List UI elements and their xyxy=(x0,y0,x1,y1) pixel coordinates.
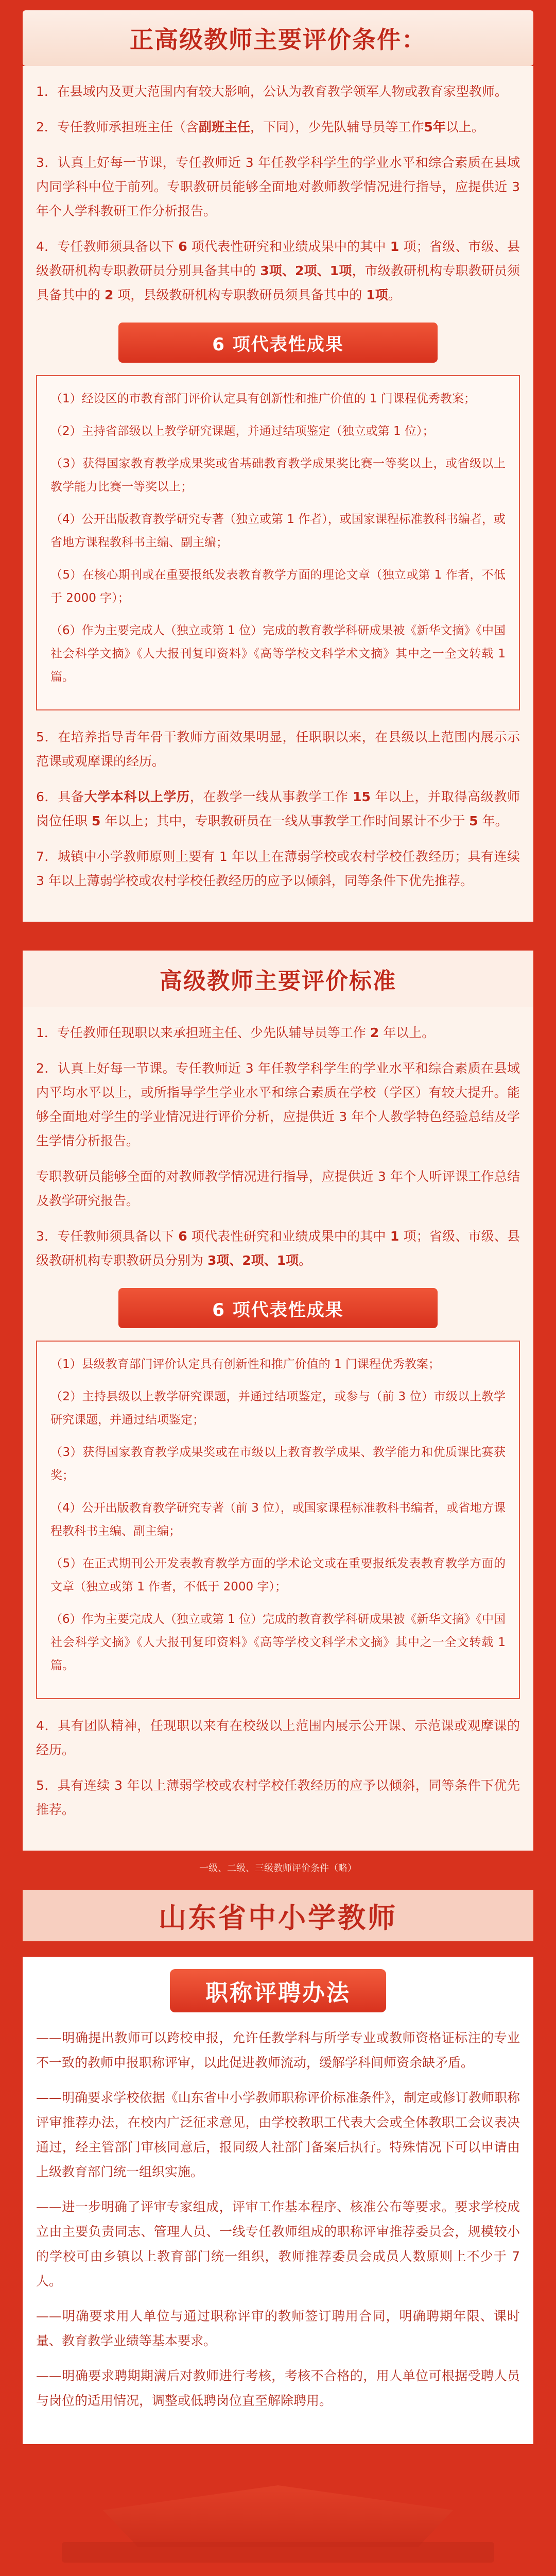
paragraph xyxy=(36,234,520,307)
text: ，下同），少先队辅导员等工作 xyxy=(250,120,424,134)
text: 。 xyxy=(388,287,401,302)
bold-text: 3项、2项、1项 xyxy=(260,263,352,278)
text: 年。 xyxy=(482,814,508,828)
list-item: （5）在核心期刊或在重要报纸发表教育教学方面的理论文章（独立或第 1 作者，不低于 2000 字）； xyxy=(50,568,506,605)
achievement-list xyxy=(36,1341,520,1699)
list-item: （2）主持省部级以上教学研究课题，并通过结项鉴定（独立或第 1 位）； xyxy=(50,425,435,438)
bold-text: 15 xyxy=(353,789,371,804)
section-title-banner xyxy=(23,10,533,66)
paragraph: 专职教研员能够全面的对教师教学情况进行指导，应提供近 3 年个人听评课工作总结及教学研究报告。 xyxy=(36,1169,520,1208)
section-title: 高级教师主要评价标准 xyxy=(160,968,396,994)
list-item: （5）在正式期刊公开发表教育教学方面的学术论文或在重要报纸发表教育教学方面的文章（独立或第 1 作者，不低于 2000 字）； xyxy=(50,1557,506,1594)
text: 项，县级教研机构专职教研员须具备其中的 xyxy=(117,287,362,302)
list-item: （6）作为主要完成人（独立或第 1 位）完成的教育教学科研成果被《新华文摘》《中国社会科学文摘》《人大报刊复印资料》《高等学校文科学术文摘》其中之一全文转载 1 篇。 xyxy=(50,1613,506,1672)
achievement-list xyxy=(36,375,520,710)
paragraph: ——进一步明确了评审专家组成，评审工作基本程序、核准公布等要求。要求学校成立由主要负责同志、管理人员、一线专任教师组成的职称评审推荐委员会，规模较小的学校可由乡镇以上教育部门统一组织，教师推荐委员会成员人数原则上不少于 7 人。 xyxy=(36,2199,520,2289)
sub-title-banner xyxy=(118,1288,438,1328)
paragraph: ——明确要求学校依据《山东省中小学教师职称评价标准条件》，制定或修订教师职称评审推荐办法，在校内广泛征求意见，由学校教职工代表大会或全体教职工会议表决通过，经主管部门审核同意后，报同级人社部门备案后执行。特殊情况下可以申请由上级教育部门统一组织实施。 xyxy=(36,2090,520,2179)
decorative-building xyxy=(0,2465,556,2576)
section-title-banner xyxy=(23,951,533,1007)
text: 项代表性研究和业绩成果中的其中 xyxy=(191,1229,386,1244)
paragraph: ——明确提出教师可以跨校申报，允许任教学科与所学专业或教师资格证标注的专业不一致的教师申报职称评审，以此促进教师流动，缓解学科间师资余缺矛盾。 xyxy=(36,2030,520,2070)
paragraph: 1．在县域内及更大范围内有较大影响，公认为教育教学领军人物或教育家型教师。 xyxy=(36,84,508,99)
paragraph xyxy=(36,1021,520,1045)
paragraph xyxy=(36,1224,520,1273)
text: 年以上；其中，专职教研员在一线从事教学工作时间累计不少于 xyxy=(105,814,465,828)
bold-text: 3项、2项、1项 xyxy=(207,1253,299,1268)
bold-text: 5 xyxy=(469,814,478,828)
list-item: （6）作为主要完成人（独立或第 1 位）完成的教育教学科研成果被《新华文摘》《中国社会科学文摘》《人大报刊复印资料》《高等学校文科学术文摘》其中之一全文转载 1 篇。 xyxy=(50,624,506,684)
paragraph: 3．认真上好每一节课，专任教师近 3 年任教学科学生的学业水平和综合素质在县域内同学科中位于前列。专职教研员能够全面地对教师教学情况进行指导，应提供近 3 年个人学科教研工作分析报告。 xyxy=(36,155,520,218)
list-item: （3）获得国家教育教学成果奖或省基础教育教学成果奖比赛一等奖以上，或省级以上教学能力比赛一等奖以上； xyxy=(50,457,506,494)
sub-title-banner xyxy=(170,1969,386,2012)
bold-text: 2 xyxy=(104,287,114,302)
list-item: （1）经设区的市教育部门评价认定具有创新性和推广价值的 1 门课程优秀教案； xyxy=(50,392,476,405)
bold-text: 1 xyxy=(390,1229,399,1244)
text: 1．专任教师任现职以来承担班主任、少先队辅导员等工作 xyxy=(36,1025,366,1040)
paragraph: 4．具有团队精神，任现职以来有在校级以上范围内展示公开课、示范课或观摩课的经历。 xyxy=(36,1718,520,1757)
text: 2．专任教师承担班主任（含 xyxy=(36,120,199,134)
bold-text: 1 xyxy=(390,239,399,254)
bold-text: 1项 xyxy=(366,287,388,302)
caption: 一级、二级、三级教师评价条件（略） xyxy=(199,1863,357,1874)
sub-title: 6 项代表性成果 xyxy=(212,1299,344,1320)
bold-text: 2 xyxy=(370,1025,379,1040)
list-item: （1）县级教育部门评价认定具有创新性和推广价值的 1 门课程优秀教案； xyxy=(50,1358,440,1371)
text: 以上。 xyxy=(445,120,484,134)
page-title-band xyxy=(23,1890,533,1941)
section-card xyxy=(23,1007,533,1851)
text: 6．具备 xyxy=(36,789,84,804)
section-card xyxy=(23,66,533,922)
text: ，市级教研机构专职教研员须具备其中的 xyxy=(36,263,520,302)
bold-text: 大学本科以上学历 xyxy=(84,789,190,804)
bold-text: 副班主任 xyxy=(198,120,250,134)
sub-title: 职称评聘办法 xyxy=(205,1980,351,2006)
list-item: （4）公开出版教育教学研究专著（独立或第 1 作者），或国家课程标准教科书编者，或省地方课程教科书主编、副主编； xyxy=(50,513,506,549)
paragraph: ——明确要求用人单位与通过职称评审的教师签订聘用合同，明确聘期年限、课时量、教育教学业绩等基本要求。 xyxy=(36,2309,520,2348)
list-item: （2）主持县级以上教学研究课题，并通过结项鉴定，或参与（前 3 位）市级以上教学研究课题，并通过结项鉴定； xyxy=(50,1390,506,1427)
text: 年以上，并取得高级教师岗位任职 xyxy=(36,789,520,828)
section-title: 正高级教师主要评价条件： xyxy=(130,26,426,54)
section-card xyxy=(23,1957,533,2444)
paragraph: ——明确要求聘期期满后对教师进行考核，考核不合格的，用人单位可根据受聘人员与岗位的适用情况，调整或低聘岗位直至解除聘用。 xyxy=(36,2368,520,2408)
text: 3．专任教师须具备以下 xyxy=(36,1229,175,1244)
text: 项；省级、市级、县级教研机构专职教研员分别为 xyxy=(36,1229,520,1268)
paragraph xyxy=(36,785,520,833)
sub-title: 6 项代表性成果 xyxy=(212,334,344,355)
sub-title-banner xyxy=(118,323,438,363)
text: 项代表性研究和业绩成果中的其中 xyxy=(191,239,386,254)
text: 年以上。 xyxy=(383,1025,435,1040)
list-item: （4）公开出版教育教学研究专著（前 3 位），或国家课程标准教科书编者，或省地方课程教科书主编、副主编； xyxy=(50,1501,506,1538)
page-title: 山东省中小学教师 xyxy=(159,1901,397,1934)
paragraph: 7．城镇中小学教师原则上要有 1 年以上在薄弱学校或农村学校任教经历；具有连续 3 年以上薄弱学校或农村学校任教经历的应予以倾斜，同等条件下优先推荐。 xyxy=(36,849,520,888)
text: 。 xyxy=(299,1253,312,1268)
paragraph: 5．具有连续 3 年以上薄弱学校或农村学校任教经历的应予以倾斜，同等条件下优先推荐。 xyxy=(36,1778,520,1817)
paragraph: 2．认真上好每一节课。专任教师近 3 年任教学科学生的学业水平和综合素质在县域内平均水平以上，或所指导学生学业水平和综合素质在学校（学区）有较大提升。能够全面地对学生的学业情况进行评价分析，应提供近 3 年个人教学特色经验总结及学生学情分析报告。 xyxy=(36,1061,520,1148)
bold-text: 5 xyxy=(91,814,101,828)
paragraph: 5．在培养指导青年骨干教师方面效果明显，任职职以来，在县级以上范围内展示示范课或观摩课的经历。 xyxy=(36,730,520,769)
text: 4．专任教师须具备以下 xyxy=(36,239,175,254)
base-decoration xyxy=(62,2542,494,2563)
bold-text: 6 xyxy=(178,239,187,254)
bold-text: 5年 xyxy=(424,120,446,134)
text: ，在教学一线从事教学工作 xyxy=(189,789,349,804)
list-item: （3）获得国家教育教学成果奖或在市级以上教育教学成果、教学能力和优质课比赛获奖； xyxy=(50,1446,506,1482)
bold-text: 6 xyxy=(178,1229,187,1244)
paragraph xyxy=(36,115,520,139)
roof-decoration xyxy=(103,2485,453,2547)
divider xyxy=(0,922,556,951)
text: 项；省级、市级、县级教研机构专职教研员分别具备其中的 xyxy=(36,239,520,278)
